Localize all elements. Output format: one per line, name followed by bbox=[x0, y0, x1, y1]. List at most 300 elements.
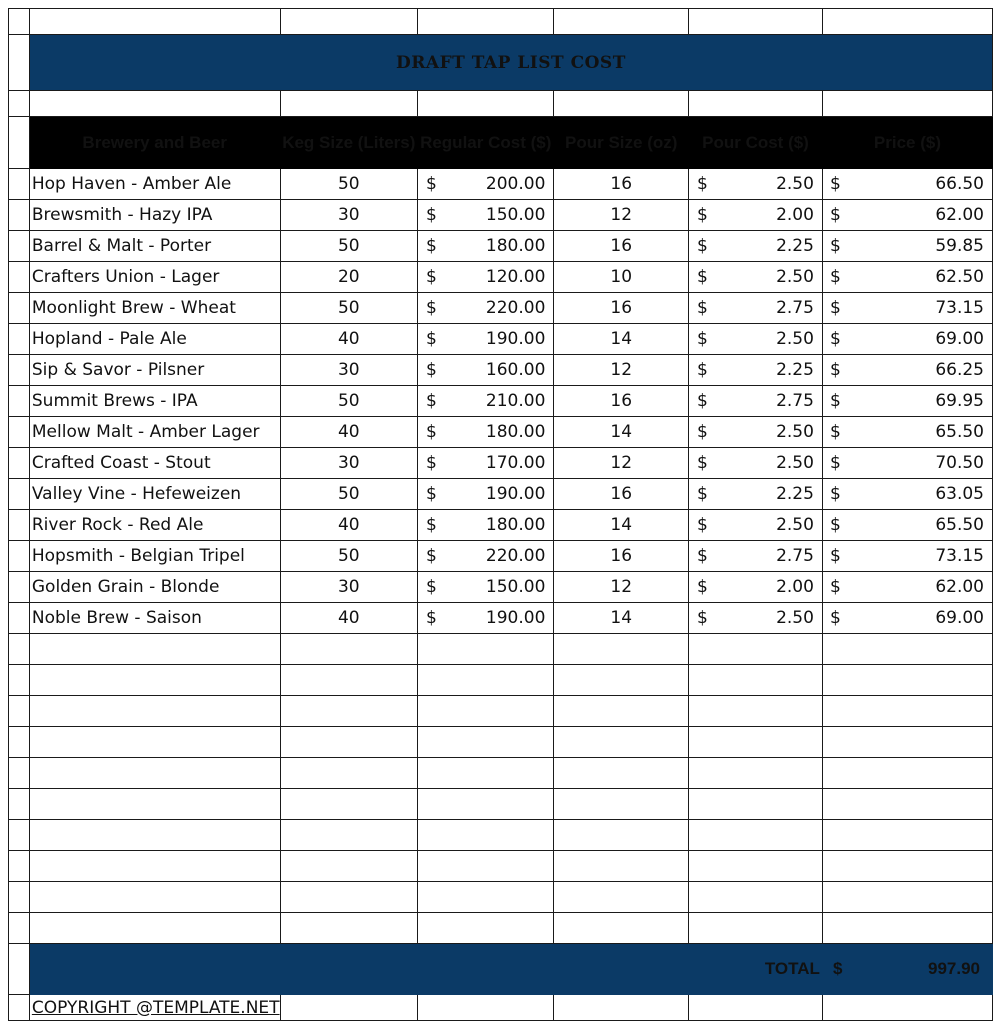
cell-keg[interactable]: 40 bbox=[280, 417, 417, 448]
cell-keg[interactable]: 50 bbox=[280, 231, 417, 262]
empty-row bbox=[9, 727, 993, 758]
header-beer[interactable]: Brewery and Beer bbox=[29, 117, 280, 169]
amount: 160.00 bbox=[485, 360, 546, 380]
cell[interactable] bbox=[418, 995, 554, 1021]
cell-keg[interactable]: 40 bbox=[280, 324, 417, 355]
currency-symbol: $ bbox=[426, 422, 437, 442]
currency-symbol: $ bbox=[697, 205, 708, 225]
cell[interactable] bbox=[9, 117, 30, 169]
header-pour-cost[interactable]: Pour Cost ($) bbox=[689, 117, 823, 169]
cell-regular[interactable] bbox=[418, 479, 554, 510]
cell-beer[interactable]: Crafters Union - Lager bbox=[29, 262, 280, 293]
cell[interactable] bbox=[9, 355, 30, 386]
currency-symbol: $ bbox=[829, 298, 841, 318]
cell[interactable] bbox=[822, 634, 992, 665]
amount: 210.00 bbox=[485, 391, 546, 411]
cell-regular[interactable] bbox=[418, 603, 554, 634]
cell-keg[interactable]: 50 bbox=[280, 169, 417, 200]
cell[interactable] bbox=[29, 882, 280, 913]
cell[interactable] bbox=[29, 634, 280, 665]
cell[interactable] bbox=[418, 665, 554, 696]
blank-row bbox=[9, 9, 993, 35]
cell[interactable] bbox=[9, 758, 30, 789]
cell[interactable] bbox=[29, 820, 280, 851]
cell-keg[interactable]: 50 bbox=[280, 386, 417, 417]
cell-pour-cost[interactable] bbox=[689, 479, 823, 510]
cell[interactable] bbox=[418, 882, 554, 913]
currency-symbol: $ bbox=[829, 515, 841, 535]
cell-pour-size[interactable]: 14 bbox=[554, 324, 689, 355]
currency-symbol: $ bbox=[697, 484, 708, 504]
currency-symbol: $ bbox=[426, 298, 437, 318]
cell[interactable] bbox=[689, 789, 823, 820]
header-price[interactable]: Price ($) bbox=[822, 117, 992, 169]
cell[interactable] bbox=[9, 417, 30, 448]
cell[interactable] bbox=[554, 820, 689, 851]
currency-symbol: $ bbox=[829, 546, 841, 566]
cell-beer[interactable]: Barrel & Malt - Porter bbox=[29, 231, 280, 262]
cell[interactable] bbox=[29, 665, 280, 696]
cell-beer[interactable]: Hopsmith - Belgian Tripel bbox=[29, 541, 280, 572]
cell-pour-cost[interactable] bbox=[689, 386, 823, 417]
cell-pour-size[interactable]: 14 bbox=[554, 510, 689, 541]
cell-regular[interactable] bbox=[418, 231, 554, 262]
title-row bbox=[9, 35, 993, 91]
currency-symbol: $ bbox=[829, 453, 841, 473]
header-row bbox=[9, 117, 993, 169]
amount: 2.50 bbox=[776, 608, 814, 628]
cell[interactable] bbox=[822, 665, 992, 696]
cell-pour-size[interactable]: 12 bbox=[554, 355, 689, 386]
cell[interactable] bbox=[554, 696, 689, 727]
cell[interactable] bbox=[29, 696, 280, 727]
table-row bbox=[9, 541, 993, 572]
amount: 62.00 bbox=[935, 205, 984, 225]
cell[interactable] bbox=[554, 758, 689, 789]
table-row bbox=[9, 293, 993, 324]
cell[interactable] bbox=[418, 851, 554, 882]
cell[interactable] bbox=[822, 789, 992, 820]
cell[interactable] bbox=[9, 9, 30, 35]
currency-symbol: $ bbox=[697, 453, 708, 473]
cell[interactable] bbox=[280, 913, 417, 944]
cell[interactable] bbox=[9, 913, 30, 944]
cell[interactable] bbox=[822, 995, 992, 1021]
cell[interactable] bbox=[689, 634, 823, 665]
cell[interactable] bbox=[822, 820, 992, 851]
cell-pour-size[interactable]: 12 bbox=[554, 200, 689, 231]
cell[interactable] bbox=[9, 448, 30, 479]
cell-pour-size[interactable]: 12 bbox=[554, 448, 689, 479]
cell[interactable] bbox=[29, 851, 280, 882]
cell[interactable] bbox=[29, 727, 280, 758]
currency-symbol: $ bbox=[426, 608, 437, 628]
table-row bbox=[9, 386, 993, 417]
header-pour-size[interactable]: Pour Size (oz) bbox=[554, 117, 689, 169]
cell-pour-size[interactable]: 16 bbox=[554, 386, 689, 417]
cell-regular[interactable] bbox=[418, 293, 554, 324]
cell[interactable] bbox=[418, 727, 554, 758]
currency-symbol: $ bbox=[829, 484, 841, 504]
cell[interactable] bbox=[280, 634, 417, 665]
cell-pour-cost[interactable] bbox=[689, 293, 823, 324]
cell[interactable] bbox=[554, 882, 689, 913]
currency-symbol: $ bbox=[832, 959, 843, 978]
cell-pour-cost[interactable] bbox=[689, 355, 823, 386]
amount: 73.15 bbox=[935, 298, 984, 318]
cell-regular[interactable] bbox=[418, 169, 554, 200]
currency-symbol: $ bbox=[697, 329, 708, 349]
cell[interactable] bbox=[418, 820, 554, 851]
cell-pour-cost[interactable] bbox=[689, 231, 823, 262]
cell-price[interactable] bbox=[822, 293, 992, 324]
cell[interactable] bbox=[554, 913, 689, 944]
empty-row bbox=[9, 882, 993, 913]
currency-symbol: $ bbox=[697, 360, 708, 380]
amount: 150.00 bbox=[485, 205, 546, 225]
cell-keg[interactable]: 40 bbox=[280, 603, 417, 634]
copyright-link[interactable]: COPYRIGHT @TEMPLATE.NET bbox=[29, 995, 280, 1021]
cell-price[interactable] bbox=[822, 231, 992, 262]
cell[interactable] bbox=[9, 293, 30, 324]
cell-beer[interactable]: Brewsmith - Hazy IPA bbox=[29, 200, 280, 231]
cell-regular[interactable] bbox=[418, 324, 554, 355]
currency-symbol: $ bbox=[426, 484, 437, 504]
table-row bbox=[9, 169, 993, 200]
amount: 2.25 bbox=[776, 484, 814, 504]
blank-row bbox=[9, 91, 993, 117]
cell-beer[interactable]: Noble Brew - Saison bbox=[29, 603, 280, 634]
cell-pour-size[interactable]: 16 bbox=[554, 479, 689, 510]
amount: 66.50 bbox=[935, 174, 984, 194]
cell[interactable] bbox=[689, 665, 823, 696]
cell-pour-cost[interactable] bbox=[689, 417, 823, 448]
cell[interactable] bbox=[280, 727, 417, 758]
amount: 180.00 bbox=[485, 515, 546, 535]
cell-regular[interactable] bbox=[418, 386, 554, 417]
empty-row bbox=[9, 789, 993, 820]
cell-price[interactable] bbox=[822, 386, 992, 417]
cell-regular[interactable] bbox=[418, 541, 554, 572]
cell[interactable] bbox=[9, 944, 30, 995]
cell-pour-size[interactable]: 16 bbox=[554, 541, 689, 572]
currency-symbol: $ bbox=[426, 236, 437, 256]
cell-pour-cost[interactable] bbox=[689, 169, 823, 200]
currency-symbol: $ bbox=[829, 608, 841, 628]
table-row bbox=[9, 231, 993, 262]
currency-symbol: $ bbox=[697, 577, 708, 597]
currency-symbol: $ bbox=[697, 267, 708, 287]
amount: 2.50 bbox=[776, 329, 814, 349]
cell[interactable] bbox=[9, 479, 30, 510]
cell[interactable] bbox=[9, 727, 30, 758]
currency-symbol: $ bbox=[829, 236, 841, 256]
amount: 2.50 bbox=[776, 422, 814, 442]
amount: 2.25 bbox=[776, 236, 814, 256]
cell-keg[interactable]: 30 bbox=[280, 448, 417, 479]
cell[interactable] bbox=[9, 882, 30, 913]
cell-price[interactable] bbox=[822, 479, 992, 510]
cell[interactable] bbox=[9, 262, 30, 293]
cell-pour-size[interactable]: 16 bbox=[554, 169, 689, 200]
table-row bbox=[9, 479, 993, 510]
cell[interactable] bbox=[280, 665, 417, 696]
currency-symbol: $ bbox=[426, 174, 437, 194]
cell-beer[interactable]: Hop Haven - Amber Ale bbox=[29, 169, 280, 200]
amount: 63.05 bbox=[935, 484, 984, 504]
amount: 70.50 bbox=[935, 453, 984, 473]
cell[interactable] bbox=[418, 634, 554, 665]
cell-keg[interactable]: 50 bbox=[280, 479, 417, 510]
cell-price[interactable] bbox=[822, 510, 992, 541]
cell-price[interactable] bbox=[822, 572, 992, 603]
cell-price[interactable] bbox=[822, 603, 992, 634]
cell-pour-cost[interactable] bbox=[689, 448, 823, 479]
sheet-title[interactable]: DRAFT TAP LIST COST bbox=[29, 35, 992, 91]
amount: 2.25 bbox=[776, 360, 814, 380]
cell-beer[interactable]: Golden Grain - Blonde bbox=[29, 572, 280, 603]
cell[interactable] bbox=[689, 913, 823, 944]
cell[interactable] bbox=[9, 169, 30, 200]
currency-symbol: $ bbox=[426, 577, 437, 597]
total-label[interactable]: TOTAL bbox=[29, 944, 822, 995]
currency-symbol: $ bbox=[829, 174, 841, 194]
cell-pour-size[interactable]: 16 bbox=[554, 231, 689, 262]
cell[interactable] bbox=[418, 789, 554, 820]
amount: 2.00 bbox=[776, 577, 814, 597]
amount: 69.00 bbox=[935, 329, 984, 349]
cell-beer[interactable]: Mellow Malt - Amber Lager bbox=[29, 417, 280, 448]
amount: 2.50 bbox=[776, 515, 814, 535]
cell[interactable] bbox=[29, 9, 280, 35]
cell[interactable] bbox=[418, 91, 554, 117]
cell-keg[interactable]: 20 bbox=[280, 262, 417, 293]
cell[interactable] bbox=[689, 995, 823, 1021]
cell[interactable] bbox=[822, 882, 992, 913]
cell[interactable] bbox=[280, 9, 417, 35]
cell-pour-size[interactable]: 12 bbox=[554, 572, 689, 603]
cell[interactable] bbox=[280, 696, 417, 727]
cell-keg[interactable]: 40 bbox=[280, 510, 417, 541]
cell[interactable] bbox=[689, 882, 823, 913]
cell[interactable] bbox=[418, 758, 554, 789]
cell-price[interactable] bbox=[822, 448, 992, 479]
cell-beer[interactable]: Valley Vine - Hefeweizen bbox=[29, 479, 280, 510]
cell[interactable] bbox=[280, 789, 417, 820]
empty-row bbox=[9, 665, 993, 696]
currency-symbol: $ bbox=[829, 360, 841, 380]
currency-symbol: $ bbox=[426, 267, 437, 287]
cell-regular[interactable] bbox=[418, 417, 554, 448]
cell-pour-size[interactable]: 14 bbox=[554, 417, 689, 448]
cell[interactable] bbox=[9, 200, 30, 231]
cell[interactable] bbox=[689, 820, 823, 851]
cell[interactable] bbox=[9, 91, 30, 117]
amount: 62.00 bbox=[935, 577, 984, 597]
cell-beer[interactable]: River Rock - Red Ale bbox=[29, 510, 280, 541]
cell[interactable] bbox=[9, 572, 30, 603]
cell[interactable] bbox=[9, 820, 30, 851]
table-row bbox=[9, 603, 993, 634]
amount: 65.50 bbox=[935, 515, 984, 535]
amount: 66.25 bbox=[935, 360, 984, 380]
amount: 170.00 bbox=[485, 453, 546, 473]
table-row bbox=[9, 510, 993, 541]
cell-pour-cost[interactable] bbox=[689, 572, 823, 603]
cell-keg[interactable]: 30 bbox=[280, 355, 417, 386]
cell-pour-cost[interactable] bbox=[689, 200, 823, 231]
cell[interactable] bbox=[418, 913, 554, 944]
cell[interactable] bbox=[822, 91, 992, 117]
table-row bbox=[9, 324, 993, 355]
cell[interactable] bbox=[29, 91, 280, 117]
empty-row bbox=[9, 758, 993, 789]
cell-price[interactable] bbox=[822, 169, 992, 200]
currency-symbol: $ bbox=[697, 391, 708, 411]
empty-row bbox=[9, 913, 993, 944]
cell[interactable] bbox=[689, 9, 823, 35]
amount: 2.75 bbox=[776, 546, 814, 566]
amount: 59.85 bbox=[935, 236, 984, 256]
currency-symbol: $ bbox=[426, 391, 437, 411]
cell-regular[interactable] bbox=[418, 510, 554, 541]
cell-beer[interactable]: Hopland - Pale Ale bbox=[29, 324, 280, 355]
cell-pour-size[interactable]: 16 bbox=[554, 293, 689, 324]
cell[interactable] bbox=[9, 634, 30, 665]
cell-pour-cost[interactable] bbox=[689, 510, 823, 541]
cell[interactable] bbox=[9, 386, 30, 417]
cell[interactable] bbox=[689, 758, 823, 789]
cell-regular[interactable] bbox=[418, 200, 554, 231]
cell-beer[interactable]: Crafted Coast - Stout bbox=[29, 448, 280, 479]
spreadsheet-grid bbox=[8, 8, 993, 1021]
cell-pour-cost[interactable] bbox=[689, 262, 823, 293]
currency-symbol: $ bbox=[697, 422, 708, 442]
cell-pour-cost[interactable] bbox=[689, 324, 823, 355]
amount: 190.00 bbox=[485, 329, 546, 349]
amount: 62.50 bbox=[935, 267, 984, 287]
cell[interactable] bbox=[9, 510, 30, 541]
cell[interactable] bbox=[822, 727, 992, 758]
cell[interactable] bbox=[280, 882, 417, 913]
total-row bbox=[9, 944, 993, 995]
currency-symbol: $ bbox=[829, 267, 841, 287]
cell-keg[interactable]: 50 bbox=[280, 541, 417, 572]
cell[interactable] bbox=[29, 758, 280, 789]
cell[interactable] bbox=[554, 665, 689, 696]
cell[interactable] bbox=[418, 9, 554, 35]
cell[interactable] bbox=[554, 851, 689, 882]
cell-keg[interactable]: 30 bbox=[280, 572, 417, 603]
cell[interactable] bbox=[822, 696, 992, 727]
cell[interactable] bbox=[9, 995, 30, 1021]
amount: 2.75 bbox=[776, 298, 814, 318]
cell-price[interactable] bbox=[822, 355, 992, 386]
cell[interactable] bbox=[554, 91, 689, 117]
empty-row bbox=[9, 851, 993, 882]
cell-price[interactable] bbox=[822, 324, 992, 355]
cell[interactable] bbox=[9, 35, 30, 91]
cell[interactable] bbox=[9, 851, 30, 882]
cell-pour-size[interactable]: 14 bbox=[554, 603, 689, 634]
cell[interactable] bbox=[822, 9, 992, 35]
header-keg-size[interactable]: Keg Size (Liters) bbox=[280, 117, 417, 169]
cell[interactable] bbox=[9, 696, 30, 727]
total-amount-cell[interactable] bbox=[822, 944, 992, 995]
cell-pour-cost[interactable] bbox=[689, 603, 823, 634]
cell[interactable] bbox=[554, 727, 689, 758]
cell[interactable] bbox=[822, 758, 992, 789]
cell[interactable] bbox=[9, 603, 30, 634]
cell[interactable] bbox=[9, 324, 30, 355]
currency-symbol: $ bbox=[426, 453, 437, 473]
cell[interactable] bbox=[554, 789, 689, 820]
cell[interactable] bbox=[280, 758, 417, 789]
currency-symbol: $ bbox=[829, 391, 841, 411]
cell[interactable] bbox=[9, 541, 30, 572]
cell[interactable] bbox=[280, 851, 417, 882]
cell[interactable] bbox=[9, 665, 30, 696]
cell-beer[interactable]: Summit Brews - IPA bbox=[29, 386, 280, 417]
amount: 220.00 bbox=[485, 298, 546, 318]
cell[interactable] bbox=[29, 913, 280, 944]
cell[interactable] bbox=[689, 727, 823, 758]
empty-row bbox=[9, 634, 993, 665]
cell[interactable] bbox=[554, 995, 689, 1021]
cell[interactable] bbox=[9, 789, 30, 820]
cell-price[interactable] bbox=[822, 417, 992, 448]
currency-symbol: $ bbox=[426, 546, 437, 566]
cell[interactable] bbox=[554, 634, 689, 665]
cell-pour-cost[interactable] bbox=[689, 541, 823, 572]
cell-price[interactable] bbox=[822, 541, 992, 572]
cell[interactable] bbox=[280, 995, 417, 1021]
currency-symbol: $ bbox=[697, 608, 708, 628]
cell-beer[interactable]: Sip & Savor - Pilsner bbox=[29, 355, 280, 386]
cell[interactable] bbox=[689, 851, 823, 882]
currency-symbol: $ bbox=[697, 236, 708, 256]
cell[interactable] bbox=[822, 851, 992, 882]
cell-pour-size[interactable]: 10 bbox=[554, 262, 689, 293]
amount: 180.00 bbox=[485, 236, 546, 256]
cell-regular[interactable] bbox=[418, 448, 554, 479]
cell-regular[interactable] bbox=[418, 262, 554, 293]
total-amount: 997.90 bbox=[928, 959, 980, 978]
cell-price[interactable] bbox=[822, 200, 992, 231]
cell[interactable] bbox=[29, 789, 280, 820]
cell[interactable] bbox=[822, 913, 992, 944]
empty-row bbox=[9, 696, 993, 727]
table-row bbox=[9, 572, 993, 603]
amount: 2.00 bbox=[776, 205, 814, 225]
header-regular-cost[interactable]: Regular Cost ($) bbox=[418, 117, 554, 169]
cell[interactable] bbox=[280, 820, 417, 851]
cell-regular[interactable] bbox=[418, 572, 554, 603]
cell[interactable] bbox=[689, 696, 823, 727]
cell-beer[interactable]: Moonlight Brew - Wheat bbox=[29, 293, 280, 324]
cell[interactable] bbox=[689, 91, 823, 117]
table-row bbox=[9, 262, 993, 293]
amount: 190.00 bbox=[485, 484, 546, 504]
cell[interactable] bbox=[9, 231, 30, 262]
cell-price[interactable] bbox=[822, 262, 992, 293]
cell[interactable] bbox=[280, 91, 417, 117]
cell-regular[interactable] bbox=[418, 355, 554, 386]
cell-keg[interactable]: 30 bbox=[280, 200, 417, 231]
cell-keg[interactable]: 50 bbox=[280, 293, 417, 324]
cell[interactable] bbox=[554, 9, 689, 35]
cell[interactable] bbox=[418, 696, 554, 727]
